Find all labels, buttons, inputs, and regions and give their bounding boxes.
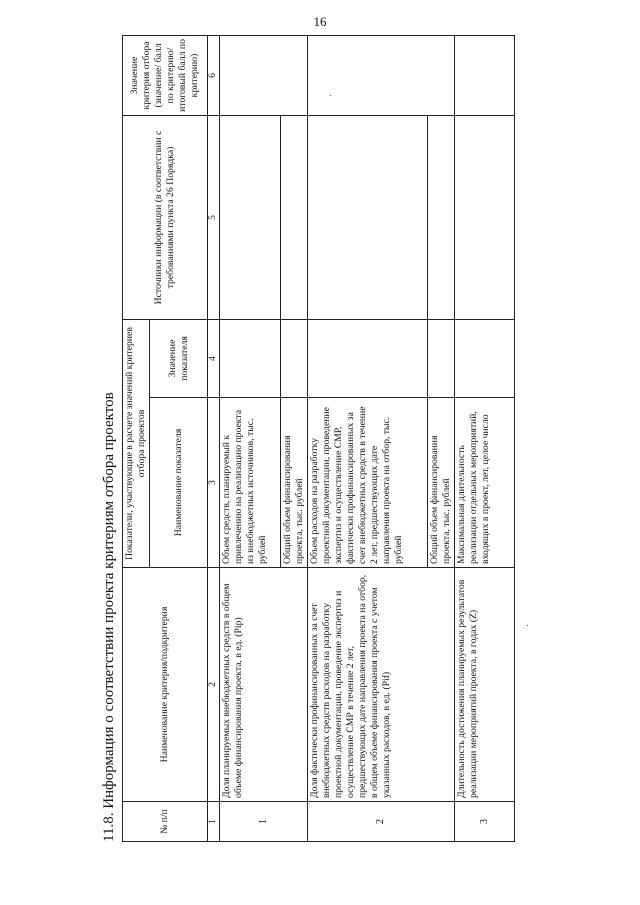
indicator-name-cell: Объем средств, планируемый к привлечению на реализацию проекта из внебюджетных источников, тыс. рублей	[220, 398, 281, 568]
header-indicators-group: Показатели, участвующие в расчете значений критериев отбора проектов	[123, 319, 150, 567]
indicator-name-cell: Объем расходов на разработку проектной документации, проведение экспертиз и осуществление СМР, фактически профинансированных за счет внебюджетных средств в течение 2 лет, предшествующих дате направления проекта на отбор, тыс. рублей	[308, 398, 428, 568]
page-number: 16	[313, 14, 327, 29]
rotated-content	[98, 36, 515, 842]
sources-cell	[428, 115, 455, 319]
header-indicator-value: Значение показателя	[150, 319, 208, 397]
indicator-value-cell	[220, 319, 281, 397]
indicator-name-cell: Общий объем финансирования проекта, тыс. рублей	[428, 398, 455, 568]
scan-speck	[527, 625, 528, 626]
header-sources: Источники информации (в соответствии с требованиями пункта 26 Порядка)	[123, 115, 208, 319]
column-number: 2	[208, 568, 220, 802]
criteria-table	[122, 35, 515, 842]
row-num: 1	[220, 802, 308, 842]
column-number: 4	[208, 319, 220, 397]
header-score: Значение критерия отбора (значение/ балл по критерию/ итоговый балл по критерию)	[123, 35, 208, 115]
indicator-value-cell	[455, 319, 515, 397]
criterion-cell: Длительность достижения планируемых результатов реализации мероприятий проекта, в годах (Z)	[455, 568, 515, 802]
sources-cell	[455, 115, 515, 319]
indicator-value-cell	[281, 319, 308, 397]
sources-cell	[220, 115, 281, 319]
criterion-cell: Доля фактически профинансированных за счет внебюджетных средств расходов на разработку проектной документации, проведение экспертиз и осуществление СМР в течение 2 лет, предшествующих дате направления проекта на отбор, в общем объеме финансирования проекта с учетом указанных расходов, в ед. (Pif)	[308, 568, 455, 802]
column-number: 6	[208, 35, 220, 115]
section-heading: 11.8. Информация о соответствии проекта критериям отбора проектов	[101, 392, 117, 842]
indicator-name-cell: Общий объем финансирования проекта, тыс. рублей	[281, 398, 308, 568]
header-indicator-name: Наименование показателя	[150, 398, 208, 568]
score-cell	[455, 35, 515, 115]
criterion-cell: Доля планируемых внебюджетных средств в общем объеме финансирования проекта, в ед. (Pip)	[220, 568, 308, 802]
sources-cell	[308, 115, 428, 319]
indicator-name-cell: Максимальная длительность реализации отдельных мероприятий, входящих в проект, лет, целое число	[455, 398, 515, 568]
column-number: 5	[208, 115, 220, 319]
column-number: 3	[208, 398, 220, 568]
sources-cell	[281, 115, 308, 319]
row-num: 3	[455, 802, 515, 842]
indicator-value-cell	[308, 319, 428, 397]
score-cell	[220, 35, 308, 115]
column-number: 1	[208, 802, 220, 842]
header-num: № п/п	[123, 802, 208, 842]
row-num: 2	[308, 802, 455, 842]
score-cell	[308, 35, 455, 115]
indicator-value-cell	[428, 319, 455, 397]
header-criterion: Наименование критерия/подкритерия	[123, 568, 208, 802]
